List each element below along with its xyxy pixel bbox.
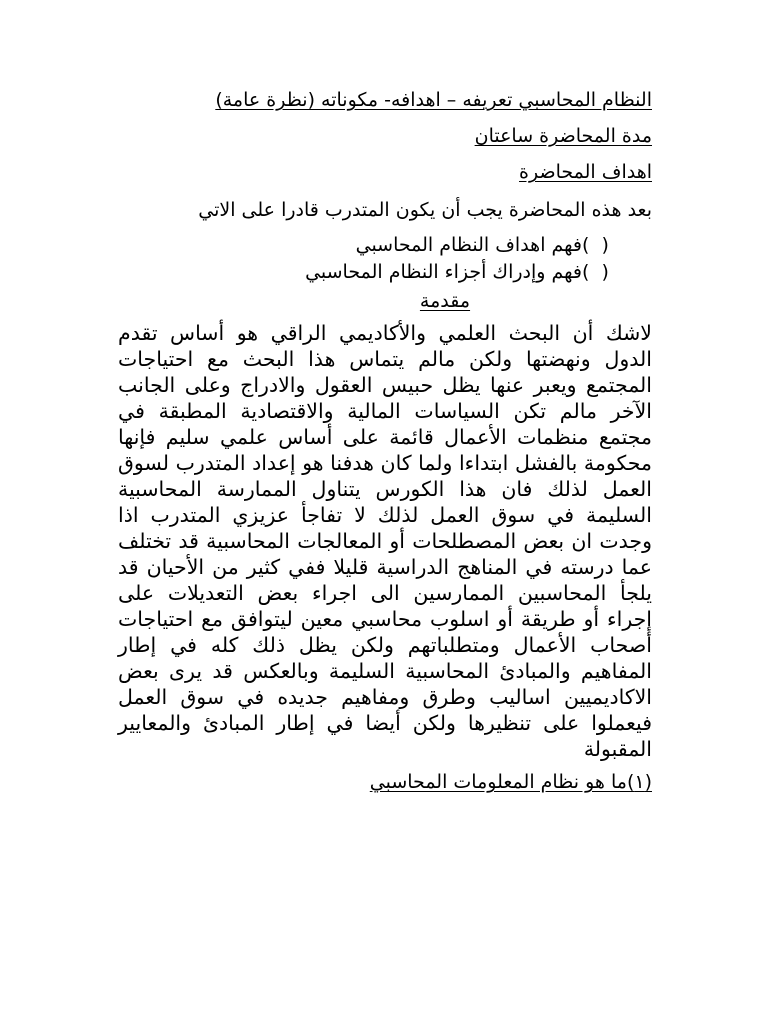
objectives-intro: بعد هذه المحاضرة يجب أن يكون المتدرب قادرا على الاتي (198, 199, 652, 221)
introduction-heading: مقدمة (419, 290, 471, 312)
objective-text: فهم اهداف النظام المحاسبي (355, 234, 582, 256)
list-item (118, 232, 652, 259)
objectives-heading: اهداف المحاضرة (519, 161, 652, 183)
section-heading: (١)ما هو نظام المعلومات المحاسبي (369, 771, 652, 793)
document-title: النظام المحاسبي تعريفه – اهدافه- مكوناته (نظرة عامة) (215, 89, 652, 111)
list-item (118, 259, 652, 286)
objectives-list (118, 232, 652, 286)
document-page (118, 82, 652, 800)
checkbox-marker: ( ) (582, 234, 609, 256)
objective-text: فهم وإدراك أجزاء النظام المحاسبي (305, 261, 582, 283)
checkbox-marker: ( ) (582, 261, 609, 283)
lecture-duration: مدة المحاضرة ساعتان (474, 125, 652, 147)
introduction-body: لاشك أن البحث العلمي والأكاديمي الراقي هو أساس تقدم الدول ونهضتها ولكن مالم يتماس هذا البحث مع احتياجات المجتمع ويعبر عنها يظل حبيس العقول والادراج وعلى الجانب الآخر مالم تكن السياسات المالية والاقتصادية المطبقة في مجتمع منظمات الأعمال قائمة على أساس علمي سليم فإنها محكومة بالفشل ابتداءا ولما كان هدفنا هو إعداد المتدرب لسوق العمل لذلك فان هذا الكورس يتناول الممارسة المحاسبية السليمة في سوق العمل لذلك لا تفاجأ عزيزي المتدرب اذا وجدت ان بعض المصطلحات أو المعالجات المحاسبية قد تختلف عما درسته في المناهج الدراسية قليلا ففي كثير من الأحيان قد يلجأ المحاسبين الممارسين الى اجراء بعض التعديلات على إجراء أو طريقة أو اسلوب محاسبي معين ليتوافق مع احتياجات أصحاب الأعمال ومتطلباتهم ولكن يظل ذلك كله في إطار المفاهيم والمبادئ المحاسبية السليمة وبالعكس قد يرى بعض الاكاديميين اساليب وطرق ومفاهيم جديده في سوق العمل فيعملوا على تنظيرها ولكن أيضا في إطار المبادئ والمعايير المقبولة (118, 321, 652, 761)
